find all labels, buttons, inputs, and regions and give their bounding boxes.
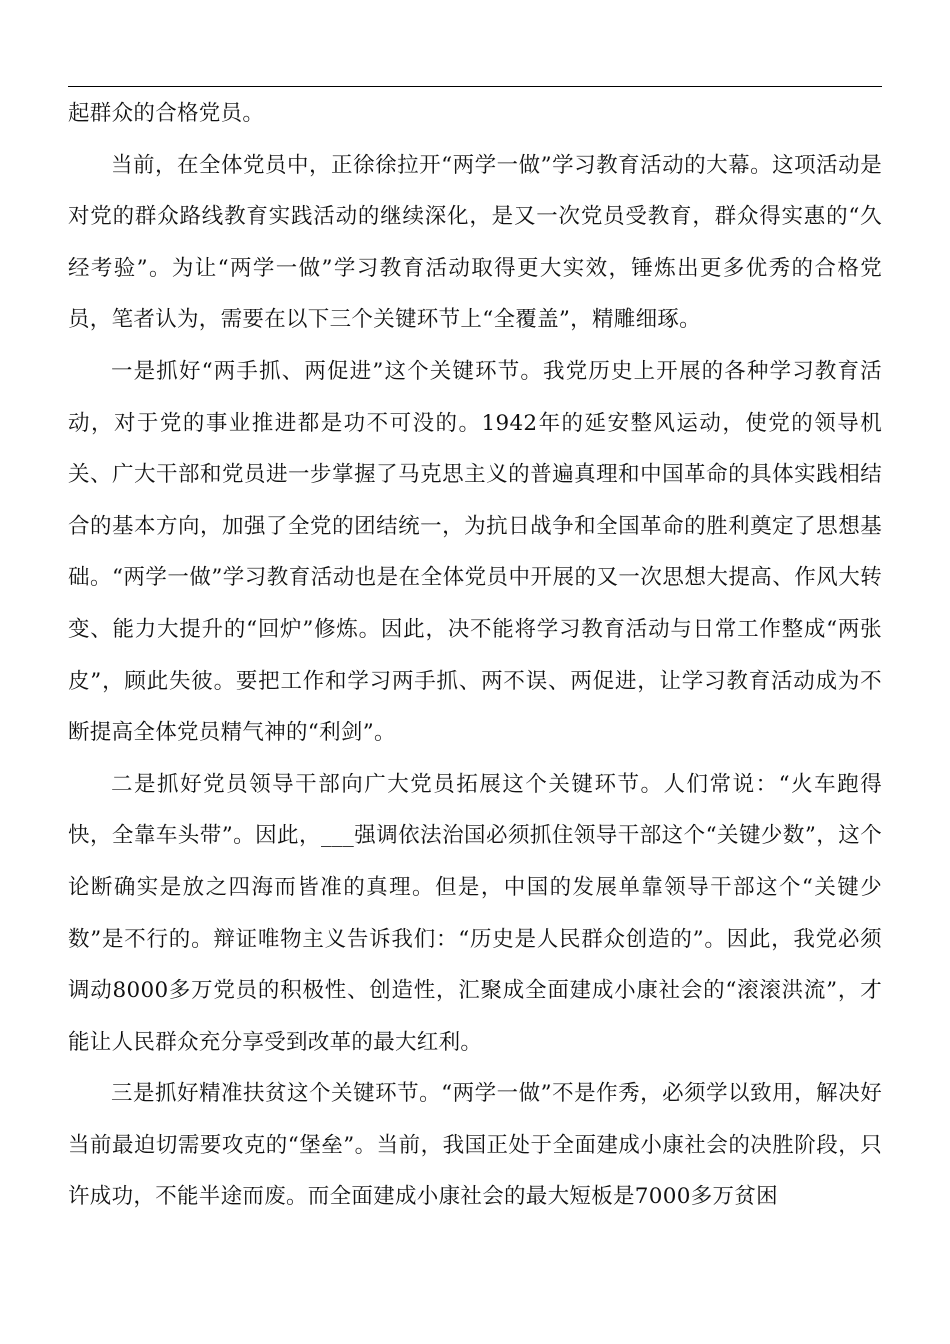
paragraph-point-three: 三是抓好精准扶贫这个关键环节。“两学一做”不是作秀，必须学以致用，解决好当前最迫切需要攻克的“堡垒”。当前，我国正处于全面建成小康社会的决胜阶段，只许成功，不能半途而废。而全面建成小康社会的最大短板是7000多万贫困 <box>68 1081 882 1210</box>
paragraph-point-two: 二是抓好党员领导干部向广大党员拓展这个关键环节。人们常说：“火车跑得快，全靠车头带”。因此，___强调依法治国必须抓住领导干部这个“关键少数”，这个论断确实是放之四海而皆准的真理。但是，中国的发展单靠领导干部这个“关键少数”是不行的。辩证唯物主义告诉我们：“历史是人民群众创造的”。因此，我党必须调动8000多万党员的积极性、创造性，汇聚成全面建成小康社会的“滚滚洪流”，才能让人民群众充分享受到改革的最大红利。 <box>68 771 882 1055</box>
paragraph-continued: 起群众的合格党员。 <box>68 101 265 126</box>
paragraph-point-one: 一是抓好“两手抓、两促进”这个关键环节。我党历史上开展的各种学习教育活动，对于党的事业推进都是功不可没的。1942年的延安整风运动，使党的领导机关、广大干部和党员进一步掌握了马克思主义的普遍真理和中国革命的具体实践相结合的基本方向，加强了全党的团结统一，为抗日战争和全国革命的胜利奠定了思想基础。“两学一做”学习教育活动也是在全体党员中开展的又一次思想大提高、作风大转变、能力大提升的“回炉”修炼。因此，决不能将学习教育活动与日常工作整成“两张皮”，顾此失彼。要把工作和学习两手抓、两不误、两促进，让学习教育活动成为不断提高全体党员精气神的“利剑”。 <box>68 358 882 746</box>
document-body <box>68 88 882 1223</box>
header-rule <box>68 86 882 87</box>
paragraph-intro: 当前，在全体党员中，正徐徐拉开“两学一做”学习教育活动的大幕。这项活动是对党的群众路线教育实践活动的继续深化，是又一次党员受教育，群众得实惠的“久经考验”。为让“两学一做”学习教育活动取得更大实效，锤炼出更多优秀的合格党员，笔者认为，需要在以下三个关键环节上“全覆盖”，精雕细琢。 <box>68 152 882 333</box>
